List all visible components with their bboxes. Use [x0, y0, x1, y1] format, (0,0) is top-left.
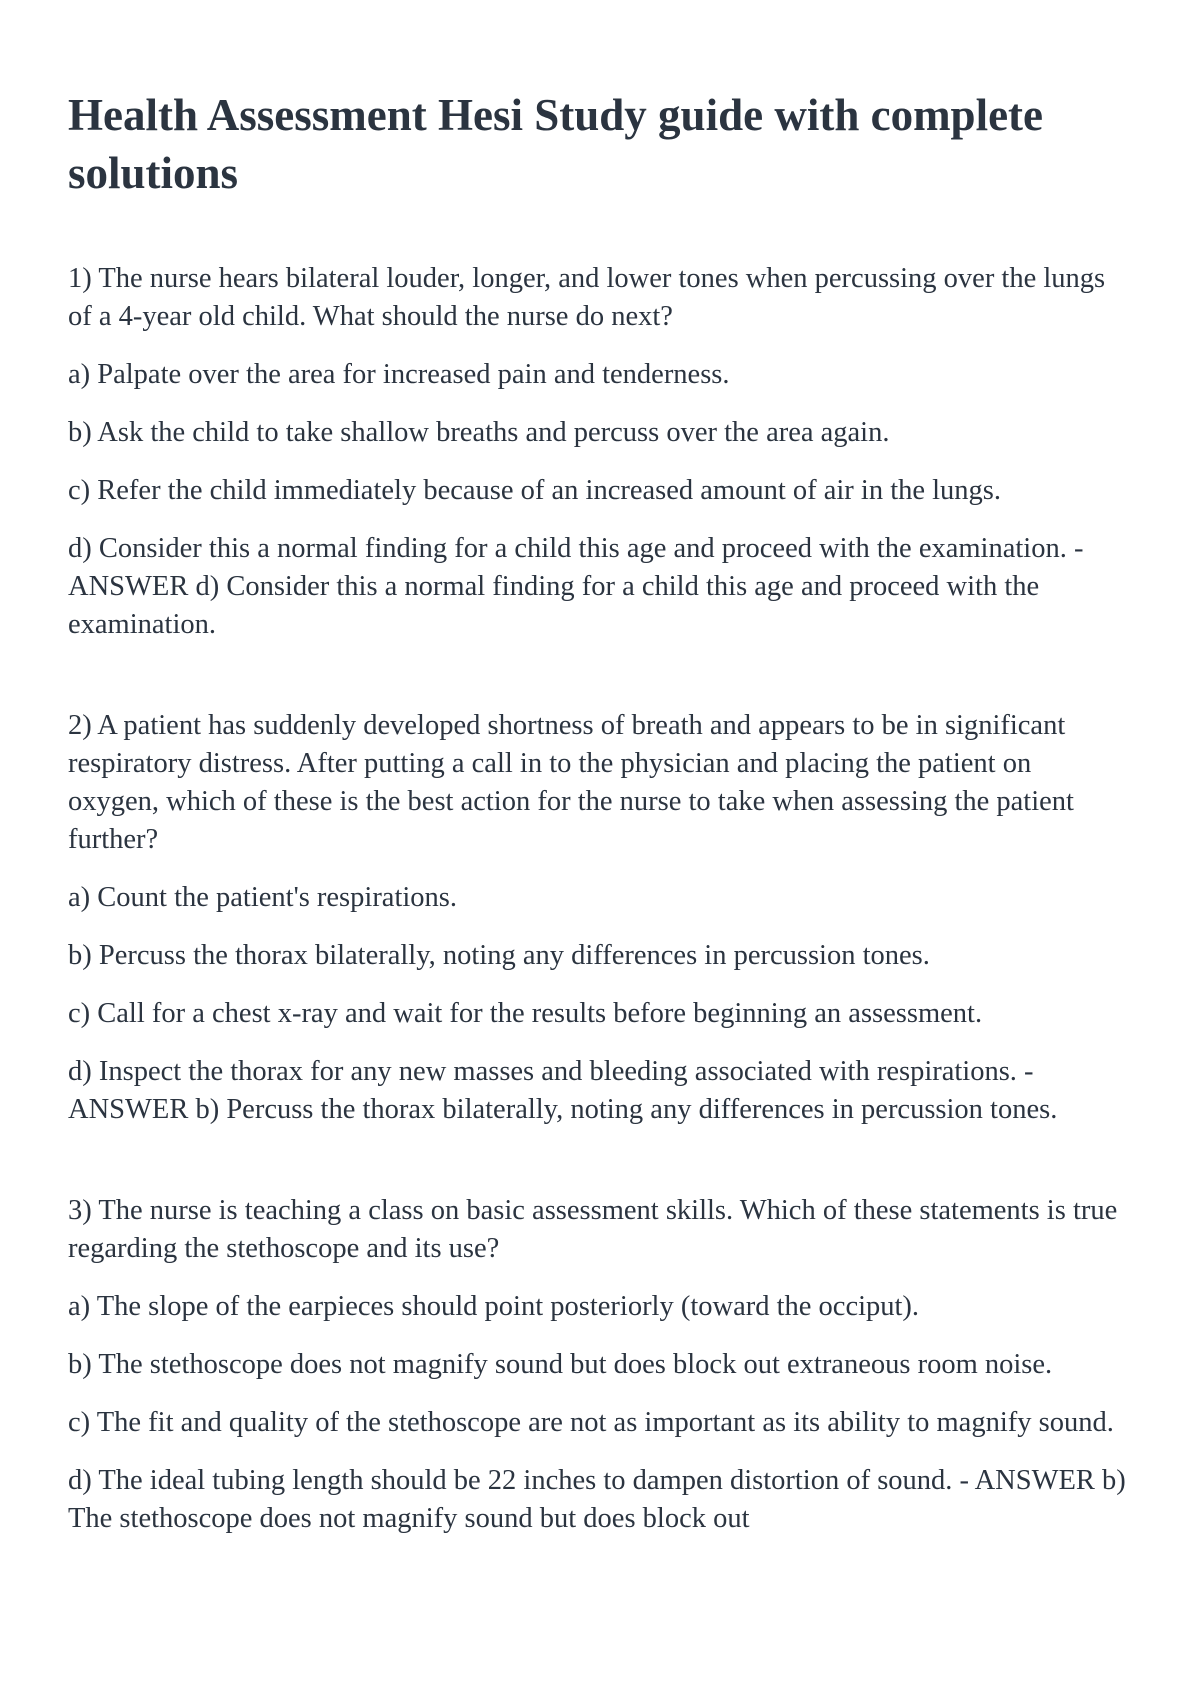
- answer-option-a: a) The slope of the earpieces should point posteriorly (toward the occiput).: [68, 1291, 920, 1322]
- answer-option-d: d) The ideal tubing length should be 22 inches to dampen distortion of sound. - ANSWER b) The stethoscope does not magnify sound but does block out: [68, 1465, 1126, 1534]
- document-page: [68, 86, 1128, 1538]
- answer-option-c: c) Refer the child immediately because of an increased amount of air in the lungs.: [68, 475, 1002, 506]
- answer-option-b: b) The stethoscope does not magnify sound but does block out extraneous room noise.: [68, 1349, 1053, 1380]
- question-block: [68, 260, 1128, 644]
- answer-option-b: b) Ask the child to take shallow breaths and percuss over the area again.: [68, 417, 890, 448]
- question-text: 1) The nurse hears bilateral louder, longer, and lower tones when percussing over the lungs of a 4-year old child. What should the nurse do next?: [68, 263, 1106, 332]
- answer-option-b: b) Percuss the thorax bilaterally, noting any differences in percussion tones.: [68, 940, 930, 971]
- answer-option-d: d) Inspect the thorax for any new masses and bleeding associated with respirations. - ANSWER b) Percuss the thorax bilaterally, noting any differences in percussion tones.: [68, 1056, 1058, 1125]
- document-title: Health Assessment Hesi Study guide with complete solutions: [68, 90, 1044, 198]
- question-block: [68, 707, 1128, 1129]
- question-text: 2) A patient has suddenly developed shortness of breath and appears to be in significant respiratory distress. After putting a call in to the physician and placing the patient on oxygen, which of these is the best action for the nurse to take when assessing the patient further?: [68, 710, 1074, 855]
- answer-option-a: a) Palpate over the area for increased pain and tenderness.: [68, 359, 730, 390]
- question-text: 3) The nurse is teaching a class on basic assessment skills. Which of these statements is true regarding the stethoscope and its use?: [68, 1195, 1118, 1264]
- answer-option-d: d) Consider this a normal finding for a child this age and proceed with the examination. - ANSWER d) Consider this a normal finding for a child this age and proceed with the examination.: [68, 533, 1084, 640]
- question-block: [68, 1192, 1128, 1538]
- answer-option-c: c) Call for a chest x-ray and wait for the results before beginning an assessment.: [68, 998, 983, 1029]
- answer-option-a: a) Count the patient's respirations.: [68, 882, 458, 913]
- answer-option-c: c) The fit and quality of the stethoscope are not as important as its ability to magnify sound.: [68, 1407, 1114, 1438]
